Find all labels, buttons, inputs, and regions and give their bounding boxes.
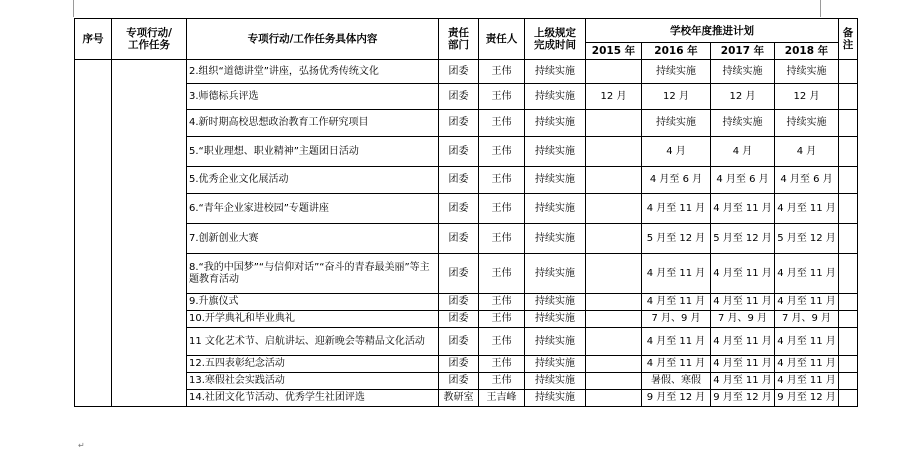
plan-2015-cell: [586, 373, 642, 390]
plan-2015-cell: [586, 224, 642, 254]
task-content-cell: 5.“职业理想、职业精神”主题团日活动: [187, 137, 439, 167]
dept-cell: 团委: [439, 356, 479, 373]
plan-2016-cell: 5 月至 12 月: [642, 224, 711, 254]
table-row: [75, 328, 858, 356]
plan-2016-cell: 4 月: [642, 137, 711, 167]
plan-2017-cell: 4 月至 6 月: [711, 167, 775, 194]
remark-cell: [839, 390, 858, 407]
task-content-cell: 3.师德标兵评选: [187, 84, 439, 110]
plan-2016-cell: 9 月至 12 月: [642, 390, 711, 407]
seq-cell: [75, 60, 112, 407]
task-content-cell: 13.寒假社会实践活动: [187, 373, 439, 390]
person-cell: 王伟: [479, 110, 525, 137]
table-row: [75, 254, 858, 294]
remark-cell: [839, 84, 858, 110]
plan-2015-cell: [586, 390, 642, 407]
plan-2017-cell: 7 月、9 月: [711, 311, 775, 328]
task-content-cell: 14.社团文化节活动、优秀学生社团评选: [187, 390, 439, 407]
deadline-cell: 持续实施: [525, 84, 586, 110]
person-cell: 王伟: [479, 194, 525, 224]
plan-2018-cell: 7 月、9 月: [775, 311, 839, 328]
plan-2017-cell: 12 月: [711, 84, 775, 110]
crop-mark-right: [820, 0, 821, 17]
person-cell: 王伟: [479, 294, 525, 311]
header-person: 责任人: [479, 19, 525, 60]
plan-2017-cell: 5 月至 12 月: [711, 224, 775, 254]
dept-cell: 团委: [439, 254, 479, 294]
deadline-cell: 持续实施: [525, 373, 586, 390]
person-cell: 王伟: [479, 373, 525, 390]
header-year-2017: 2017 年: [711, 43, 775, 60]
plan-2016-cell: 7 月、9 月: [642, 311, 711, 328]
dept-cell: 团委: [439, 137, 479, 167]
plan-2015-cell: [586, 137, 642, 167]
header-content: 专项行动/工作任务具体内容: [187, 19, 439, 60]
plan-2017-cell: 4 月至 11 月: [711, 294, 775, 311]
table-row: [75, 137, 858, 167]
plan-2018-cell: 持续实施: [775, 60, 839, 84]
person-cell: 王伟: [479, 254, 525, 294]
plan-2015-cell: 12 月: [586, 84, 642, 110]
deadline-cell: 持续实施: [525, 224, 586, 254]
plan-2015-cell: [586, 356, 642, 373]
deadline-cell: 持续实施: [525, 137, 586, 167]
person-cell: 王伟: [479, 167, 525, 194]
deadline-cell: 持续实施: [525, 254, 586, 294]
plan-2016-cell: 4 月至 11 月: [642, 254, 711, 294]
table-row: [75, 224, 858, 254]
table-row: [75, 60, 858, 84]
plan-2018-cell: 4 月至 6 月: [775, 167, 839, 194]
plan-2015-cell: [586, 60, 642, 84]
header-remark: 备 注: [839, 19, 858, 60]
plan-2016-cell: 持续实施: [642, 60, 711, 84]
header-action: 专项行动/ 工作任务: [112, 19, 187, 60]
remark-cell: [839, 294, 858, 311]
plan-2018-cell: 4 月至 11 月: [775, 254, 839, 294]
header-deadline: 上级规定 完成时间: [525, 19, 586, 60]
task-content-cell: 2.组织“道德讲堂”讲座，弘扬优秀传统文化: [187, 60, 439, 84]
header-dept: 责任 部门: [439, 19, 479, 60]
deadline-cell: 持续实施: [525, 194, 586, 224]
plan-2015-cell: [586, 194, 642, 224]
header-year-2015: 2015 年: [586, 43, 642, 60]
plan-2015-cell: [586, 110, 642, 137]
dept-cell: 团委: [439, 328, 479, 356]
plan-2018-cell: 持续实施: [775, 110, 839, 137]
plan-2018-cell: 5 月至 12 月: [775, 224, 839, 254]
plan-2015-cell: [586, 328, 642, 356]
task-content-cell: 11 文化艺术节、启航讲坛、迎新晚会等精品文化活动: [187, 328, 439, 356]
table-row: [75, 356, 858, 373]
person-cell: 王伟: [479, 328, 525, 356]
remark-cell: [839, 167, 858, 194]
remark-cell: [839, 311, 858, 328]
person-cell: 王伟: [479, 356, 525, 373]
dept-cell: 团委: [439, 294, 479, 311]
plan-2016-cell: 暑假、寒假: [642, 373, 711, 390]
person-cell: 王吉峰: [479, 390, 525, 407]
plan-2017-cell: 4 月至 11 月: [711, 373, 775, 390]
remark-cell: [839, 137, 858, 167]
header-seq: 序号: [75, 19, 112, 60]
plan-2018-cell: 4 月至 11 月: [775, 194, 839, 224]
task-content-cell: 8.“我的中国梦”“与信仰对话”“奋斗的青春最美丽”等主题教育活动: [187, 254, 439, 294]
dept-cell: 团委: [439, 84, 479, 110]
deadline-cell: 持续实施: [525, 390, 586, 407]
plan-2018-cell: 4 月: [775, 137, 839, 167]
plan-2018-cell: 4 月至 11 月: [775, 356, 839, 373]
plan-2017-cell: 4 月至 11 月: [711, 254, 775, 294]
plan-2016-cell: 4 月至 11 月: [642, 194, 711, 224]
remark-cell: [839, 110, 858, 137]
action-cell: [112, 60, 187, 407]
plan-2016-cell: 4 月至 11 月: [642, 356, 711, 373]
task-content-cell: 6.“青年企业家进校园”专题讲座: [187, 194, 439, 224]
table-row: [75, 84, 858, 110]
plan-2015-cell: [586, 167, 642, 194]
dept-cell: 团委: [439, 110, 479, 137]
task-content-cell: 10.开学典礼和毕业典礼: [187, 311, 439, 328]
deadline-cell: 持续实施: [525, 294, 586, 311]
dept-cell: 团委: [439, 60, 479, 84]
deadline-cell: 持续实施: [525, 110, 586, 137]
header-plan: 学校年度推进计划: [586, 19, 839, 43]
plan-2017-cell: 4 月至 11 月: [711, 328, 775, 356]
person-cell: 王伟: [479, 60, 525, 84]
plan-2015-cell: [586, 311, 642, 328]
plan-2018-cell: 9 月至 12 月: [775, 390, 839, 407]
dept-cell: 教研室: [439, 390, 479, 407]
remark-cell: [839, 60, 858, 84]
task-content-cell: 9.升旗仪式: [187, 294, 439, 311]
plan-2018-cell: 4 月至 11 月: [775, 328, 839, 356]
dept-cell: 团委: [439, 167, 479, 194]
remark-cell: [839, 373, 858, 390]
plan-table: [74, 18, 858, 407]
table-row: [75, 390, 858, 407]
plan-2016-cell: 12 月: [642, 84, 711, 110]
plan-2018-cell: 4 月至 11 月: [775, 294, 839, 311]
deadline-cell: 持续实施: [525, 311, 586, 328]
person-cell: 王伟: [479, 84, 525, 110]
plan-2018-cell: 12 月: [775, 84, 839, 110]
header-year-2018: 2018 年: [775, 43, 839, 60]
paragraph-end-mark: ↵: [78, 441, 85, 450]
deadline-cell: 持续实施: [525, 60, 586, 84]
table-row: [75, 194, 858, 224]
table-row: [75, 294, 858, 311]
table-row: [75, 373, 858, 390]
plan-2015-cell: [586, 294, 642, 311]
crop-mark-left: [73, 0, 74, 17]
person-cell: 王伟: [479, 137, 525, 167]
deadline-cell: 持续实施: [525, 328, 586, 356]
plan-2017-cell: 4 月: [711, 137, 775, 167]
plan-2018-cell: 4 月至 11 月: [775, 373, 839, 390]
plan-2016-cell: 4 月至 6 月: [642, 167, 711, 194]
dept-cell: 团委: [439, 224, 479, 254]
task-content-cell: 5.优秀企业文化展活动: [187, 167, 439, 194]
plan-2017-cell: 4 月至 11 月: [711, 194, 775, 224]
plan-2016-cell: 4 月至 11 月: [642, 294, 711, 311]
plan-2017-cell: 9 月至 12 月: [711, 390, 775, 407]
plan-2016-cell: 持续实施: [642, 110, 711, 137]
remark-cell: [839, 194, 858, 224]
remark-cell: [839, 328, 858, 356]
dept-cell: 团委: [439, 373, 479, 390]
task-content-cell: 7.创新创业大赛: [187, 224, 439, 254]
table-row: [75, 167, 858, 194]
plan-2017-cell: 持续实施: [711, 60, 775, 84]
table-row: [75, 110, 858, 137]
person-cell: 王伟: [479, 224, 525, 254]
dept-cell: 团委: [439, 311, 479, 328]
deadline-cell: 持续实施: [525, 167, 586, 194]
task-content-cell: 4.新时期高校思想政治教育工作研究项目: [187, 110, 439, 137]
remark-cell: [839, 224, 858, 254]
table-row: [75, 311, 858, 328]
plan-2016-cell: 4 月至 11 月: [642, 328, 711, 356]
header-year-2016: 2016 年: [642, 43, 711, 60]
deadline-cell: 持续实施: [525, 356, 586, 373]
person-cell: 王伟: [479, 311, 525, 328]
task-content-cell: 12.五四表彰纪念活动: [187, 356, 439, 373]
remark-cell: [839, 356, 858, 373]
plan-2017-cell: 持续实施: [711, 110, 775, 137]
plan-2015-cell: [586, 254, 642, 294]
remark-cell: [839, 254, 858, 294]
dept-cell: 团委: [439, 194, 479, 224]
plan-2017-cell: 4 月至 11 月: [711, 356, 775, 373]
